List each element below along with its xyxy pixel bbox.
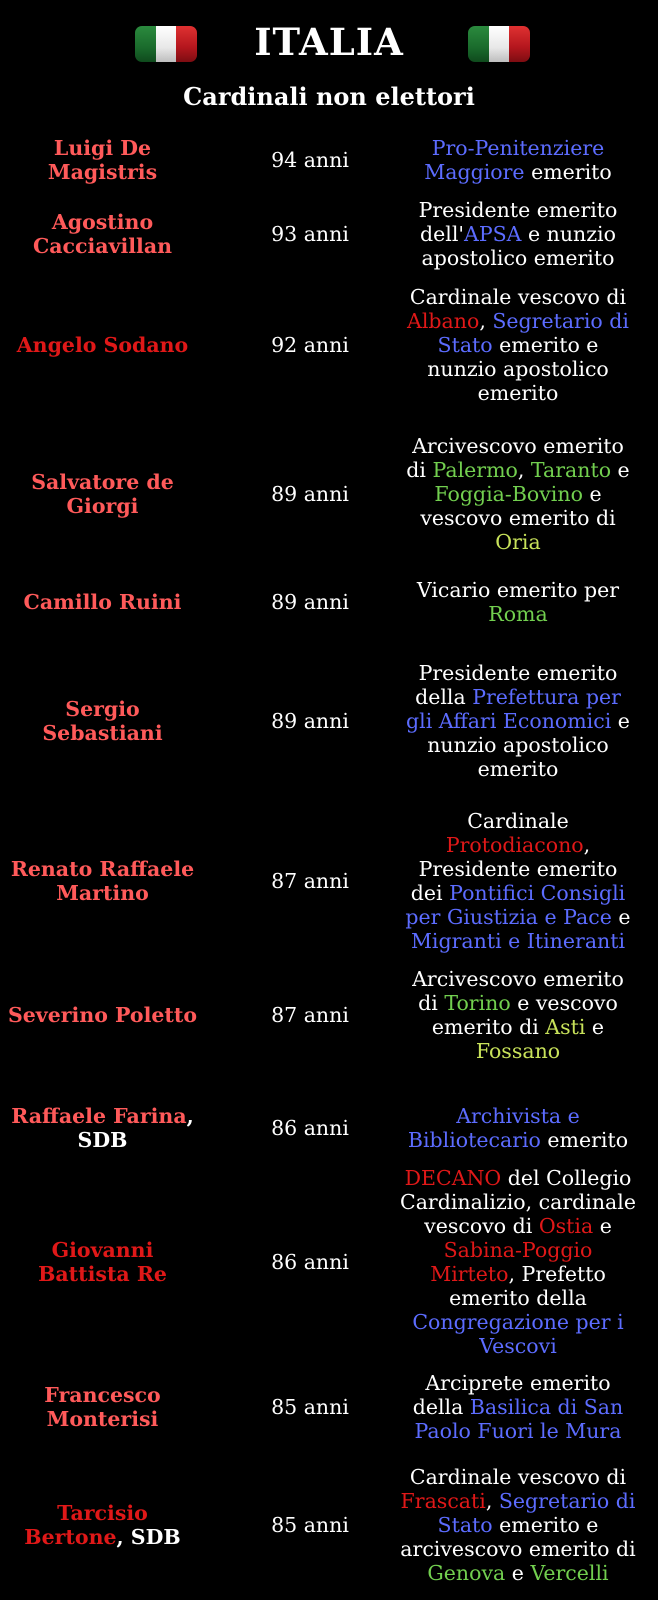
cardinal-age: 85 anni xyxy=(271,1513,349,1537)
cardinal-role-segment: , xyxy=(479,309,493,333)
cardinal-role xyxy=(400,960,636,1070)
cardinal-role-segment[interactable]: Basilica di San Paolo Fuori le Mura xyxy=(414,1395,624,1443)
cardinal-role-segment[interactable]: Vercelli xyxy=(530,1561,609,1585)
table-row xyxy=(0,646,658,796)
cardinal-age: 94 anni xyxy=(271,148,349,172)
cardinal-role-segment[interactable]: Asti xyxy=(545,1015,586,1039)
cardinal-role-segment[interactable]: Fossano xyxy=(475,1039,561,1063)
cardinal-name-segment[interactable]: Francesco Monterisi xyxy=(44,1383,161,1431)
cardinal-role-segment[interactable]: Sabina-Poggio Mirteto xyxy=(430,1238,593,1286)
cardinal-role-segment[interactable]: Pro-Penitenziere Maggiore xyxy=(424,136,605,184)
cardinal-role xyxy=(400,280,636,410)
cardinal-role-segment[interactable]: Migranti e Itineranti xyxy=(410,929,626,953)
cardinal-name-segment[interactable]: Agostino Cacciavillan xyxy=(32,210,173,258)
cardinal-age: 86 anni xyxy=(271,1116,349,1140)
cardinal-role-segment: e xyxy=(611,905,631,929)
table-row xyxy=(0,574,658,630)
cardinal-name-segment[interactable]: Raffaele Farina xyxy=(11,1104,187,1128)
table-row xyxy=(0,280,658,410)
cardinal-role-segment: Presidente emerito della xyxy=(415,661,618,709)
cardinal-role-segment[interactable]: APSA xyxy=(464,222,522,246)
cardinal-name xyxy=(5,134,200,186)
cardinal-role-segment: , xyxy=(517,458,531,482)
page-title: ITALIA xyxy=(254,20,404,64)
cardinal-role-segment: emerito xyxy=(540,1128,629,1152)
cardinal-role-segment[interactable]: Roma xyxy=(488,602,548,626)
cardinal-name-segment[interactable]: Renato Raffaele Martino xyxy=(10,857,195,905)
table-row xyxy=(0,960,658,1070)
cardinal-role-segment[interactable]: Genova xyxy=(427,1561,506,1585)
cardinal-role-segment: , Presidente emerito dei xyxy=(410,833,618,905)
cardinal-age: 87 anni xyxy=(271,869,349,893)
cardinal-role xyxy=(400,574,636,630)
cardinal-role xyxy=(400,1166,636,1358)
cardinal-role-segment: emerito e nunzio apostolico emerito xyxy=(427,333,609,405)
cardinal-role-segment: e xyxy=(585,1015,605,1039)
cardinal-role-segment[interactable]: Prefettura per gli Affari Economici xyxy=(406,685,621,733)
cardinal-role-segment[interactable]: Protodiacono xyxy=(445,833,584,857)
cardinal-role-segment: e vescovo emerito di xyxy=(431,991,618,1039)
cardinal-role xyxy=(400,1460,636,1590)
cardinal-age: 92 anni xyxy=(271,333,349,357)
cardinal-role-segment: Arciprete emerito della xyxy=(412,1371,611,1419)
cardinal-role xyxy=(400,808,636,954)
table-row xyxy=(0,196,658,272)
table-row xyxy=(0,808,658,954)
cardinal-role-segment: , Prefetto emerito della xyxy=(449,1262,606,1310)
cardinal-role-segment: e xyxy=(505,1561,531,1585)
header xyxy=(0,18,658,74)
cardinal-role-segment[interactable]: Frascati xyxy=(400,1489,486,1513)
cardinal-role-segment: Arcivescovo emerito di xyxy=(406,434,624,482)
cardinal-name xyxy=(5,1166,200,1358)
cardinal-role-segment[interactable]: Pontifici Consigli per Giustizia e Pace xyxy=(405,881,626,929)
cardinal-name xyxy=(5,196,200,272)
cardinal-age: 93 anni xyxy=(271,222,349,246)
cardinal-role-segment[interactable]: Palermo xyxy=(432,458,518,482)
section-subtitle: Cardinali non elettori xyxy=(183,82,475,111)
cardinal-role-segment: e xyxy=(593,1214,612,1238)
cardinal-name xyxy=(5,646,200,796)
cardinal-role-segment: emerito xyxy=(524,160,612,184)
cardinal-name-segment[interactable]: Camillo Ruini xyxy=(23,590,182,614)
cardinal-role-segment[interactable]: Segretario di Stato xyxy=(437,309,629,357)
cardinal-name-segment[interactable]: Giovanni Battista Re xyxy=(38,1238,167,1286)
cardinal-name xyxy=(5,1372,200,1442)
cardinal-role-segment: Vicario emerito per xyxy=(416,578,620,602)
cardinal-age: 85 anni xyxy=(271,1395,349,1419)
cardinal-role-segment: Cardinale vescovo di xyxy=(409,1465,627,1489)
table-row xyxy=(0,1460,658,1590)
italy-flag-icon xyxy=(468,26,530,62)
cardinal-role-segment[interactable]: Oria xyxy=(495,530,541,554)
cardinal-name xyxy=(5,420,200,568)
cardinal-role-segment[interactable]: Albano xyxy=(407,309,480,333)
cardinal-name-segment[interactable]: Severino Poletto xyxy=(7,1003,198,1027)
cardinal-role-segment[interactable]: Foggia-Bovino xyxy=(434,482,583,506)
cardinal-role-segment[interactable]: Congregazione per i Vescovi xyxy=(412,1310,624,1358)
cardinal-role xyxy=(400,1080,636,1176)
table-row xyxy=(0,134,658,186)
cardinal-name-segment: , SDB xyxy=(77,1104,194,1152)
cardinal-name-segment[interactable]: Tarcisio Bertone xyxy=(24,1501,148,1549)
cardinal-role-segment: Presidente emerito dell' xyxy=(418,198,618,246)
cardinal-name-segment[interactable]: Sergio Sebastiani xyxy=(42,697,163,745)
table-row xyxy=(0,1372,658,1442)
cardinal-role xyxy=(400,1372,636,1442)
cardinal-role-segment: Cardinale vescovo di xyxy=(409,285,627,309)
table-row xyxy=(0,1166,658,1358)
cardinal-role xyxy=(400,196,636,272)
cardinal-role xyxy=(400,420,636,568)
cardinal-name xyxy=(5,960,200,1070)
table-row xyxy=(0,420,658,568)
cardinal-role-segment[interactable]: Ostia xyxy=(538,1214,594,1238)
cardinal-age: 89 anni xyxy=(271,590,349,614)
cardinal-name xyxy=(5,574,200,630)
cardinal-name-segment[interactable]: Luigi De Magistris xyxy=(47,136,158,184)
cardinal-age: 89 anni xyxy=(271,709,349,733)
cardinal-role-segment[interactable]: Torino xyxy=(444,991,511,1015)
cardinal-role-segment: e vescovo emerito di xyxy=(420,482,616,530)
cardinal-role-segment[interactable]: DECANO xyxy=(404,1166,502,1190)
cardinal-role-segment: e nunzio apostolico emerito xyxy=(427,709,630,781)
cardinal-role-segment: del Collegio Cardinalizio, cardinale vescovo di xyxy=(400,1166,636,1238)
cardinal-role-segment: e nunzio apostolico emerito xyxy=(421,222,616,270)
cardinal-name-segment[interactable]: Angelo Sodano xyxy=(16,333,189,357)
cardinal-role xyxy=(400,646,636,796)
cardinal-age: 89 anni xyxy=(271,482,349,506)
cardinal-name-segment[interactable]: Salvatore de Giorgi xyxy=(31,470,174,518)
cardinal-name xyxy=(5,1080,200,1176)
cardinal-name xyxy=(5,1460,200,1590)
cardinal-name-segment: , SDB xyxy=(116,1525,181,1549)
cardinal-role-segment: , xyxy=(485,1489,499,1513)
cardinal-role-segment: e xyxy=(611,458,630,482)
cardinal-name xyxy=(5,280,200,410)
cardinal-role-segment[interactable]: Archivista e Bibliotecario xyxy=(407,1104,580,1152)
cardinal-role-segment: Arcivescovo emerito di xyxy=(412,967,624,1015)
cardinal-role-segment: emerito e arcivescovo emerito di xyxy=(400,1513,636,1561)
cardinal-age: 87 anni xyxy=(271,1003,349,1027)
table-row xyxy=(0,1080,658,1176)
cardinal-age: 86 anni xyxy=(271,1250,349,1274)
cardinal-name xyxy=(5,808,200,954)
cardinal-role-segment[interactable]: Segretario di Stato xyxy=(437,1489,636,1537)
cardinal-role xyxy=(400,134,636,186)
cardinal-role-segment[interactable]: Taranto xyxy=(530,458,612,482)
cardinal-role-segment: Cardinale xyxy=(467,809,569,833)
